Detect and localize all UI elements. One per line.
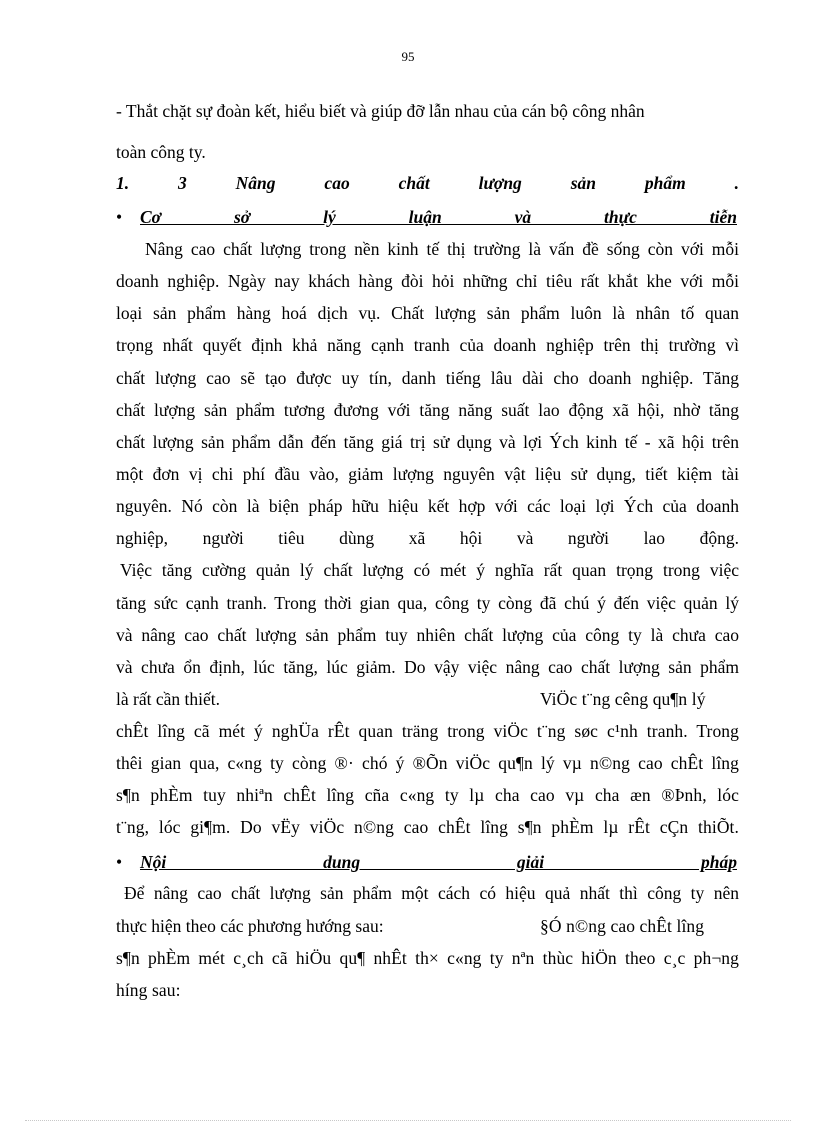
bullet-icon: •: [116, 207, 123, 227]
page-number: 95: [401, 49, 415, 64]
paragraph-line: chất lượng sản phẩm dẫn đến tăng giá trị sử dụng và lợi Ých kinh tế - xã hội trên: [116, 432, 739, 452]
garbled-line: híng sau:: [116, 980, 181, 1000]
page-bottom-divider: [25, 1120, 791, 1121]
paragraph-line: chất lượng sản phẩm tương đương với tăng năng suất lao động xã hội, nhờ tăng: [116, 400, 739, 420]
subheading-co-so: [116, 205, 739, 229]
text-line-2: toàn công ty.: [116, 142, 206, 162]
garbled-line: t¨ng, lóc gi¶m. Do vËy viÖc n©ng cao chÊt lîng s¶n phÈm lµ rÊt cÇn thiÕt.: [116, 817, 739, 837]
paragraph-line: nguyên. Nó còn là biện pháp hữu hiệu kết hợp với các loại lợi Ých của doanh: [116, 496, 739, 516]
garbled-line: thêi gian qua, c«ng ty còng ®· chó ý ®Õn viÖc qu¶n lý vµ n©ng cao chÊt lîng: [116, 753, 739, 773]
garbled-line: chÊt lîng cã mét ý nghÜa rÊt quan träng trong viÖc t¨ng søc c¹nh tranh. Trong: [116, 721, 739, 741]
paragraph-line: một đơn vị chi phí đầu vào, giảm lượng nguyên vật liệu sử dụng, tiết kiệm tài: [116, 464, 739, 484]
paragraph-line: tăng sức cạnh tranh. Trong thời gian qua, công ty còng đã chú ý đến việc quản lý: [116, 593, 739, 613]
subheading-text: Cơ sở lý luận và thực tiễn: [140, 207, 737, 227]
text-line-1: - Thắt chặt sự đoàn kết, hiểu biết và giúp đỡ lẫn nhau của cán bộ công nhân: [116, 101, 645, 121]
bullet-icon: •: [116, 852, 123, 872]
paragraph-line: loại sản phẩm hàng hoá dịch vụ. Chất lượng sản phẩm luôn là nhân tố quan: [116, 303, 739, 323]
paragraph-line: Để nâng cao chất lượng sản phẩm một cách có hiệu quả nhất thì công ty nên: [124, 883, 739, 903]
subheading-text: Nội dung giải pháp: [140, 852, 737, 872]
section-heading: 1. 3 Nâng cao chất lượng sản phẩm .: [116, 173, 739, 193]
garbled-line: s¶n phÈm tuy nhiªn chÊt lîng cña c«ng ty lµ cha cao vµ cha æn ®Þnh, lóc: [116, 785, 739, 805]
garbled-line: §Ó n©ng cao chÊt lîng: [540, 916, 705, 936]
paragraph-line: là rất cần thiết.: [116, 689, 220, 709]
paragraph-line: chất lượng cao sẽ tạo được uy tín, danh tiếng lâu dài cho doanh nghiệp. Tăng: [116, 368, 739, 388]
paragraph-line: Nâng cao chất lượng trong nền kinh tế thị trường là vấn đề sống còn với mỗi: [145, 239, 739, 259]
paragraph-line: doanh nghiệp. Ngày nay khách hàng đòi hỏi những chỉ tiêu rất khắt khe với mỗi: [116, 271, 739, 291]
paragraph-line: Việc tăng cường quản lý chất lượng có mét ý nghĩa rất quan trọng trong việc: [120, 560, 739, 580]
garbled-line: ViÖc t¨ng cêng qu¶n lý: [540, 689, 706, 709]
subheading-noi-dung: [116, 850, 739, 874]
paragraph-line: trọng nhất quyết định khả năng cạnh tranh của doanh nghiệp trên thị trường vì: [116, 335, 739, 355]
paragraph-line: thực hiện theo các phương hướng sau:: [116, 916, 384, 936]
garbled-line: s¶n phÈm mét c¸ch cã hiÖu qu¶ nhÊt th× c«ng ty nªn thùc hiÖn theo c¸c ph¬ng: [116, 948, 739, 968]
paragraph-line: và nâng cao chất lượng sản phẩm tuy nhiên chất lượng của công ty là chưa cao: [116, 625, 739, 645]
paragraph-line: nghiệp, người tiêu dùng xã hội và người lao động.: [116, 528, 739, 548]
paragraph-line: và chưa ổn định, lúc tăng, lúc giảm. Do vậy việc nâng cao chất lượng sản phẩm: [116, 657, 739, 677]
